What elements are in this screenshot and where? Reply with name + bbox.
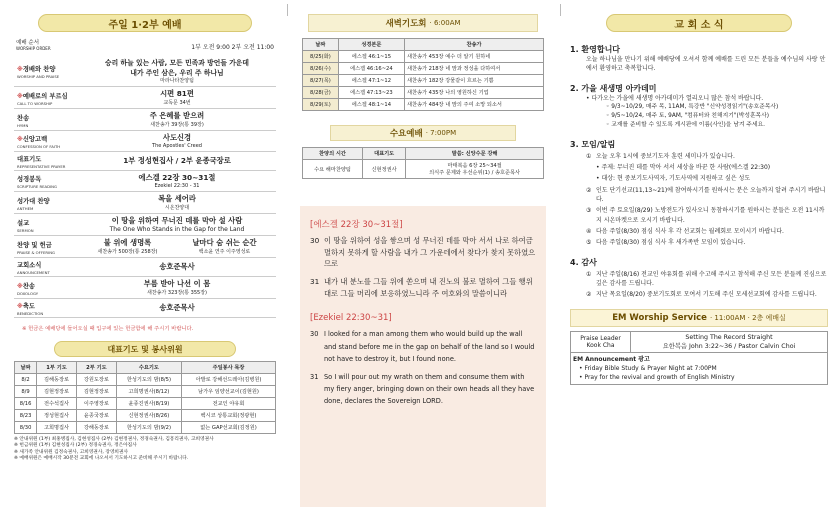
dawn-cell: 새찬송가 453장 예수 더 알기 원하네 (404, 51, 543, 63)
korean-verses (310, 235, 536, 299)
wednesday-time-value: 7:00PM (430, 129, 457, 137)
order-label-text: 대표기도 (17, 156, 42, 163)
table-row (303, 51, 544, 63)
order-label-ko (17, 260, 75, 269)
order-content (78, 109, 276, 131)
wednesday-time: · 7:00PM (425, 129, 457, 137)
top-right-border (560, 4, 561, 16)
wednesday-banner (330, 125, 516, 141)
order-label (14, 236, 78, 258)
order-small: 새찬송가 323장(통 355장) (147, 290, 207, 296)
news-text: • 대상: 현 중보기도사역자, 기도사역에 지원하고 싶은 성도 (596, 175, 751, 183)
order-label-en: REPRESENTATIVE PRAYER (17, 164, 66, 169)
order-label-ko (17, 174, 75, 183)
order-main: 주 은혜를 받으려 (149, 111, 205, 120)
dawn-time-value: 6:00AM (433, 19, 461, 27)
order-main: 송호준목사 (159, 303, 195, 312)
order-content (78, 171, 276, 192)
news-title-banner (606, 14, 792, 32)
order-content (78, 55, 276, 87)
verse-text: I looked for a man among them who would build up the wall and stand before me in the gap on behalf of the land so I would not have to destroy it, but I found none. (324, 330, 535, 363)
order-content (78, 236, 276, 258)
dawn-prayer-table (302, 38, 544, 111)
wed-sermon: 의식주 문제와 우선순위(1) / 송호준목사 (429, 170, 521, 176)
order-small: Ezekiel 22:30 - 31 (154, 183, 200, 189)
order-label (14, 299, 78, 318)
verse-en (310, 328, 536, 365)
news-bullet: ④ (586, 227, 592, 235)
news-text: 이번 주 토요일(8/29) 노방전도가 있사오니 동참하시기를 원하시는 분들은 오전 11시까지 시온마켓으로 오시기 바랍니다. (596, 207, 825, 224)
order-small: The Apostles' Creed (152, 143, 202, 149)
verse-num: 31 (310, 277, 320, 287)
em-sermon-ref: 요한복음 John 3:22~36 / Pastor Calvin Choi (662, 343, 796, 351)
scripture-ref-ko: [에스겔 22장 30~31절] (310, 220, 403, 230)
order-label-ko (17, 134, 75, 143)
news-text: • 주제: 무너진 데를 막아 서서 세상을 바꾼 한 사람(에스겔 22:30) (596, 164, 771, 172)
dawn-head-row (303, 39, 544, 51)
order-main: 송호준목사 (159, 262, 195, 271)
sched-head: 1부 기도 (37, 362, 77, 374)
academy-item-2: ◦ 9/5~10/24, 매주 토, 9AM, "컴퓨터와 친해지기"(박성훈목사) (606, 112, 770, 119)
dawn-prayer-title: 새벽기도회 (385, 19, 427, 29)
order-label-ko (17, 154, 75, 163)
order-main: 복을 세어라 (158, 194, 196, 203)
order-label (14, 109, 78, 131)
news-bullet: ③ (586, 207, 592, 215)
order-main: 불 위에 생명록 (103, 238, 152, 247)
news-bullet: ② (586, 291, 592, 299)
verse-ko (310, 235, 536, 270)
order-label-en: PRAISE & OFFERING (17, 249, 55, 255)
order-row (14, 171, 276, 192)
order-label-en: ANTHEM (17, 205, 34, 211)
sched-cell: 한성기도의 밤(9/2) (116, 422, 181, 434)
order-label-en: SCRIPTURE READING (17, 184, 57, 189)
order-small: 교독문 34번 (163, 100, 191, 106)
order-header (14, 38, 276, 51)
order-label-en: HYMN (17, 122, 29, 128)
em-announcements (571, 353, 828, 385)
academy-item-3: ◦ 교재를 준비할 수 있도록 게시판에 이름(사인)을 남겨 주세요. (606, 121, 765, 128)
table-row (15, 386, 276, 398)
wed-prayer-leader: 신현정권사 (362, 160, 405, 179)
news-welcome-text: 오늘 하나님을 만나기 위해 예배당에 오셔서 함께 예배를 드린 모든 분들을 예수님의 사랑 안에서 환영하고 축복합니다. (586, 56, 826, 73)
volunteer-notes (14, 437, 276, 462)
verse-text: 이 땅을 위하여 성을 쌓으며 성 무너진 데를 막아 서서 나로 하여금 멸하지 못하게 할 사람을 내가 그 가운데에서 찾다가 찾지 못하였으므로 (324, 236, 536, 269)
table-row (15, 422, 276, 434)
order-label-en: CONFESSION OF FAITH (17, 144, 61, 149)
order-label-en: WORSHIP AND PRAISE (17, 73, 60, 79)
order-label (14, 192, 78, 214)
news-section-3: 3. 모임/알림 (570, 139, 616, 149)
dawn-cell: 에스겔 48:1~14 (338, 99, 404, 111)
sched-cell: 윤종진권사(8/19) (116, 398, 181, 410)
order-label (14, 87, 78, 109)
sched-cell: 고희명집사 (37, 422, 77, 434)
order-label-text: 교회소식 (17, 262, 42, 269)
order-content (78, 192, 276, 214)
dawn-cell: 8/28(금) (303, 87, 339, 99)
order-row (14, 87, 276, 109)
order-label-ko (17, 218, 75, 227)
order-small: 마라나타찬양팀 (160, 78, 194, 84)
order-content (78, 214, 276, 236)
news-bullet: ② (586, 186, 592, 194)
sched-head-row (15, 362, 276, 374)
sched-cell: 벡시코 상통교회(정광현) (182, 410, 276, 422)
order-content (78, 152, 276, 171)
services-column (296, 0, 550, 507)
order-label-ko (17, 113, 75, 122)
order-small: 새찬송가 39장(통 39장) (150, 122, 204, 128)
sched-cell: 8/16 (15, 398, 37, 410)
prayer-schedule-table (14, 361, 276, 434)
dawn-cell: 8/29(토) (303, 99, 339, 111)
service-times: 1부 오전 9:00 2부 오전 11:00 (191, 44, 274, 51)
sched-cell: 남가우 임양선교이(김현원) (182, 386, 276, 398)
order-label-text: 찬양 및 헌금 (17, 241, 52, 249)
academy-item-1: ◦ 9/3~10/29, 매주 목, 11AM, 특강반 "신약성경읽기"(송호준목사) (606, 103, 779, 110)
dawn-cell: 에스겔 47:1~12 (338, 75, 404, 87)
order-label (14, 55, 78, 87)
wed-head-prayer: 대표기도 (362, 148, 405, 160)
dawn-cell: 8/26(수) (303, 63, 339, 75)
wed-word (406, 160, 544, 179)
volunteer-note: ※ 안내위원 (1부) 최홍병집사, 김현성집사 (2부) 김현정권사, 정경숙권사, 김흥리권사, 고희영권사 (14, 437, 214, 442)
sched-cell: 8/23 (15, 410, 37, 422)
scripture-ref-en: [Ezekiel 22:30~31] (310, 313, 392, 324)
news-item (586, 174, 828, 183)
news-text: 다음 주일(8/30) 점심 식사 후 새가족반 모임이 있습니다. (596, 239, 746, 247)
verse-en (310, 371, 536, 408)
order-content (78, 258, 276, 277)
sched-cell: 김현정장로 (76, 386, 116, 398)
wed-head-word: 말씀: 신앙수문 강해 (406, 148, 544, 160)
order-small-b: 백소윤 연주 이주영성로 (198, 249, 251, 255)
sched-cell: 김현정장로 (37, 386, 77, 398)
news-section-2: 2. 가을 새생명 아카데미 (570, 83, 657, 93)
sched-cell: 8/2 (15, 374, 37, 386)
news-text: 다음 주일(8/30) 점심 식사 후 각 선교회는 월례회로 모이시기 바랍니다. (596, 227, 784, 235)
sched-cell: 아발로 강해선드레아(김병원) (182, 374, 276, 386)
news-section-4: 4. 감사 (570, 257, 597, 267)
dawn-cell: 8/25(화) (303, 51, 339, 63)
news-bullet: ① (586, 270, 592, 278)
academy-intro: • 다가오는 가을에 새생명 아카데미가 열리오니 많은 참석 바랍니다. (586, 94, 764, 102)
order-main: 부름 받아 나선 이 몸 (143, 279, 211, 288)
wed-praise-team: 수요 해마찬양팀 (303, 160, 363, 179)
dawn-cell: 새찬송가 435장 나의 영원하신 기업 (404, 87, 543, 99)
order-label (14, 131, 78, 152)
top-left-border (287, 4, 288, 16)
order-main: 이 땅을 위하여 무너진 데를 막아 설 사람 (111, 216, 243, 225)
offering-note: ※ 헌금은 예배당에 들어오실 때 입구에 있는 헌금함에 해 주시기 바랍니다. (22, 326, 194, 332)
dawn-cell: 새찬송가 182장 강물같이 흐르는 기쁨 (404, 75, 543, 87)
volunteer-note: ※ 새가족 안내위원 김정숙권사, 고희영권사, 장영희권사 (14, 449, 128, 455)
volunteer-note: ※ 헌금위원 (1부) 김현성집사 (2부) 정경숙권사, 정은아집사 (14, 443, 137, 449)
order-label-ko (17, 64, 75, 73)
table-row (303, 63, 544, 75)
em-ann-item-2: • Pray for the revival and growth of English Ministry (579, 374, 735, 382)
sched-cell: 윤종국장로 (76, 410, 116, 422)
sched-cell: 강원도장로 (76, 374, 116, 386)
em-banner (570, 309, 828, 327)
dawn-head: 찬송가 (404, 39, 543, 51)
order-small: 새찬송가 500장(통 258장) (97, 249, 158, 255)
em-title: EM Worship Service (612, 313, 707, 324)
news-text: 인도 단기선교(11,13~21)에 참여하시기를 원하시는 분은 오늘까지 알려 주시기 바랍니다. (596, 186, 826, 204)
sched-cell: 고희명권사(8/12) (116, 386, 181, 398)
order-label-text: 설교 (17, 219, 30, 227)
prayer-schedule-banner (54, 341, 236, 357)
order-main: 시편 81편 (160, 89, 194, 98)
order-label (14, 214, 78, 236)
order-content (78, 277, 276, 299)
dawn-prayer-banner (308, 14, 538, 32)
news-bullet (586, 174, 596, 183)
order-label (14, 258, 78, 277)
order-label-ko (17, 196, 75, 205)
order-content (78, 131, 276, 152)
table-row (303, 87, 544, 99)
required-mark: ※ (17, 65, 23, 73)
verse-num: 30 (310, 330, 319, 339)
order-label-text: 성경봉독 (17, 176, 42, 183)
sched-cell: 이주영장로 (76, 398, 116, 410)
order-small: The One Who Stands in the Gap for the Land (109, 226, 245, 233)
sched-cell: 강해동장로 (76, 422, 116, 434)
sched-head: 날짜 (15, 362, 37, 374)
news-item (586, 238, 828, 247)
order-small: 시온찬양대 (164, 205, 190, 211)
wed-head-praise: 찬양의 시간 (303, 148, 363, 160)
sched-cell: 전교인 야유회 (182, 398, 276, 410)
news-item (586, 290, 828, 299)
news-item (586, 152, 828, 161)
table-row (303, 75, 544, 87)
verse-text: So I will pour out my wrath on them and consume them with my fiery anger, bringing down on their own heads all they have done, declares the Sovereign LORD. (324, 372, 535, 406)
news-text: 오늘 오후 1시에 중보기도자 훈련 세미나가 있습니다. (596, 152, 735, 160)
verse-text: 내가 내 분노를 그들 위에 쏟으며 내 진노의 불로 멸하여 그들 행위대로 그들 머리에 보응하였느니라 주 여호와의 말씀이니라 (324, 277, 533, 298)
table-row (15, 398, 276, 410)
em-time-value: 11:00AM · 2층 예배실 (714, 314, 786, 323)
order-label-ko (17, 301, 75, 310)
news-item (586, 163, 828, 172)
order-label-text: 경배와 찬양 (22, 65, 56, 73)
em-time: · 11:00AM · 2층 예배실 (709, 314, 786, 323)
worship-title-banner (38, 14, 252, 32)
wednesday-title: 수요예배 (389, 129, 423, 139)
sched-cell: 김해동장로 (37, 374, 77, 386)
order-header-ko: 예배 순서 (16, 40, 40, 46)
dawn-head: 성경본문 (338, 39, 404, 51)
table-row (15, 374, 276, 386)
order-content (78, 299, 276, 318)
order-label (14, 152, 78, 171)
sched-cell: 없는 GAP선교회(김정원) (182, 422, 276, 434)
volunteer-note: ※ 예배위원은 예배시작 30분전 교회에 나오셔서 기도하시고 준비해 주시기 바랍니다. (14, 456, 189, 462)
order-label-en: DOXOLOGY (17, 290, 39, 296)
order-row (14, 131, 276, 152)
required-mark: ※ (17, 303, 23, 310)
order-label-en: CALL TO WORSHIP (17, 100, 53, 106)
order-row (14, 258, 276, 277)
order-row (14, 299, 276, 318)
news-thanks-list (570, 270, 828, 300)
order-label-en: SERMON (17, 227, 34, 233)
news-text: 지난 목요일(8/20) 중보기도회로 모여서 기도해 주신 모세선교회에 감사를 드립니다. (596, 291, 817, 299)
order-main: 승리 하늘 있는 사람, 모든 민족과 방언들 가운데 (105, 59, 249, 67)
sched-cell: 정성현집사 (37, 410, 77, 422)
sched-head: 주일봉사 목장 (182, 362, 276, 374)
news-item (586, 227, 828, 236)
order-label-en: ANNOUNCEMENT (17, 270, 50, 275)
order-label-text: 예배로의 부르심 (22, 92, 68, 100)
order-label-text: 신앙고백 (22, 136, 48, 143)
em-leader (571, 332, 631, 353)
prayer-schedule-title: 대표기도 및 봉사위원 (107, 344, 183, 354)
verse-num: 30 (310, 236, 320, 245)
order-label-text: 축도 (22, 303, 36, 310)
sched-cell: 8/30 (15, 422, 37, 434)
dawn-cell: 에스겔 47:13~23 (338, 87, 404, 99)
order-row (14, 55, 276, 87)
news-meetings-list (570, 152, 828, 248)
news-bullet: ① (586, 152, 592, 160)
required-mark: ※ (17, 136, 23, 143)
order-label-ko (17, 91, 75, 100)
dawn-cell: 새찬송가 484장 내 맘의 주여 소망 되소서 (404, 99, 543, 111)
required-mark: ※ (17, 92, 23, 100)
wed-passage: 마태복음 6장 25~34절 (447, 163, 502, 169)
dawn-head: 날짜 (303, 39, 339, 51)
sched-head: 수요기도 (116, 362, 181, 374)
order-main: 에스겔 22장 30~31절 (138, 173, 216, 182)
verse-num: 31 (310, 372, 319, 381)
worship-order-column (14, 0, 276, 507)
order-content (78, 87, 276, 109)
em-sermon-title: Setting The Record Straight (685, 334, 773, 342)
news-bullet (586, 163, 596, 172)
order-label (14, 277, 78, 299)
order-label-ko (17, 240, 75, 249)
news-item (586, 270, 828, 289)
order-row (14, 277, 276, 299)
news-item (586, 186, 828, 205)
scripture-box (300, 206, 546, 507)
order-main: 사도신경 (162, 133, 192, 142)
order-row (14, 236, 276, 258)
news-title: 교 회 소 식 (674, 19, 724, 31)
em-leader-role: Praise Leader (580, 335, 621, 343)
sched-cell: 한성기도의 밤(8/5) (116, 374, 181, 386)
sched-cell: 8/9 (15, 386, 37, 398)
order-label (14, 171, 78, 192)
em-sermon (631, 332, 828, 353)
order-label-text: 찬송 (22, 282, 36, 290)
order-main-b: 날마다 숨 쉬는 순간 (192, 238, 257, 247)
sched-cell: 신현정권사(8/26) (116, 410, 181, 422)
required-mark: ※ (17, 282, 23, 290)
order-label-ko (17, 281, 75, 290)
order-main-2: 내가 주인 삼은, 우리 주 하나님 (130, 69, 224, 77)
dawn-prayer-time: · 6:00AM (429, 19, 461, 27)
sched-cell: 전수석집사 (37, 398, 77, 410)
english-verses (310, 328, 536, 407)
news-text: 지난 주일(8/16) 전교인 야유회를 위해 수고해 주시고 참석해 주신 모든 분들께 진심으로 깊은 감사를 드립니다. (596, 270, 827, 287)
order-row (14, 192, 276, 214)
em-ann-item-1: • Friday Bible Study & Prayer Night at 7:00PM (579, 365, 717, 373)
table-row (15, 410, 276, 422)
news-academy (570, 94, 828, 130)
order-row (14, 214, 276, 236)
order-label-text: 찬송 (17, 114, 30, 122)
news-bullet: ⑤ (586, 239, 592, 247)
verse-ko (310, 276, 536, 299)
news-item (586, 206, 828, 225)
dawn-cell: 8/27(목) (303, 75, 339, 87)
em-ann-title: EM Announcement 광고 (573, 356, 650, 364)
sched-head: 2부 기도 (76, 362, 116, 374)
order-label-en: BENEDICTION (17, 311, 44, 316)
wednesday-table (302, 147, 544, 179)
order-main: 1부 정성현집사 / 2부 윤종국장로 (123, 156, 231, 165)
table-row (303, 99, 544, 111)
dawn-cell: 에스겔 46:16~24 (338, 63, 404, 75)
order-row (14, 152, 276, 171)
order-row (14, 109, 276, 131)
em-table (570, 331, 828, 385)
worship-order-table (14, 55, 276, 318)
news-section-1: 1. 환영합니다 (570, 45, 621, 54)
order-header-en: WORSHIP ORDER (16, 46, 51, 51)
dawn-cell: 새찬송가 218장 네 맘과 정성을 다하여서 (404, 63, 543, 75)
worship-title: 주일 1·2부 예배 (108, 19, 182, 31)
em-leader-name: Kook Cha (586, 342, 615, 350)
dawn-cell: 에스겔 46:1~15 (338, 51, 404, 63)
order-label-text: 성가대 찬양 (17, 197, 50, 205)
news-column (570, 0, 828, 507)
